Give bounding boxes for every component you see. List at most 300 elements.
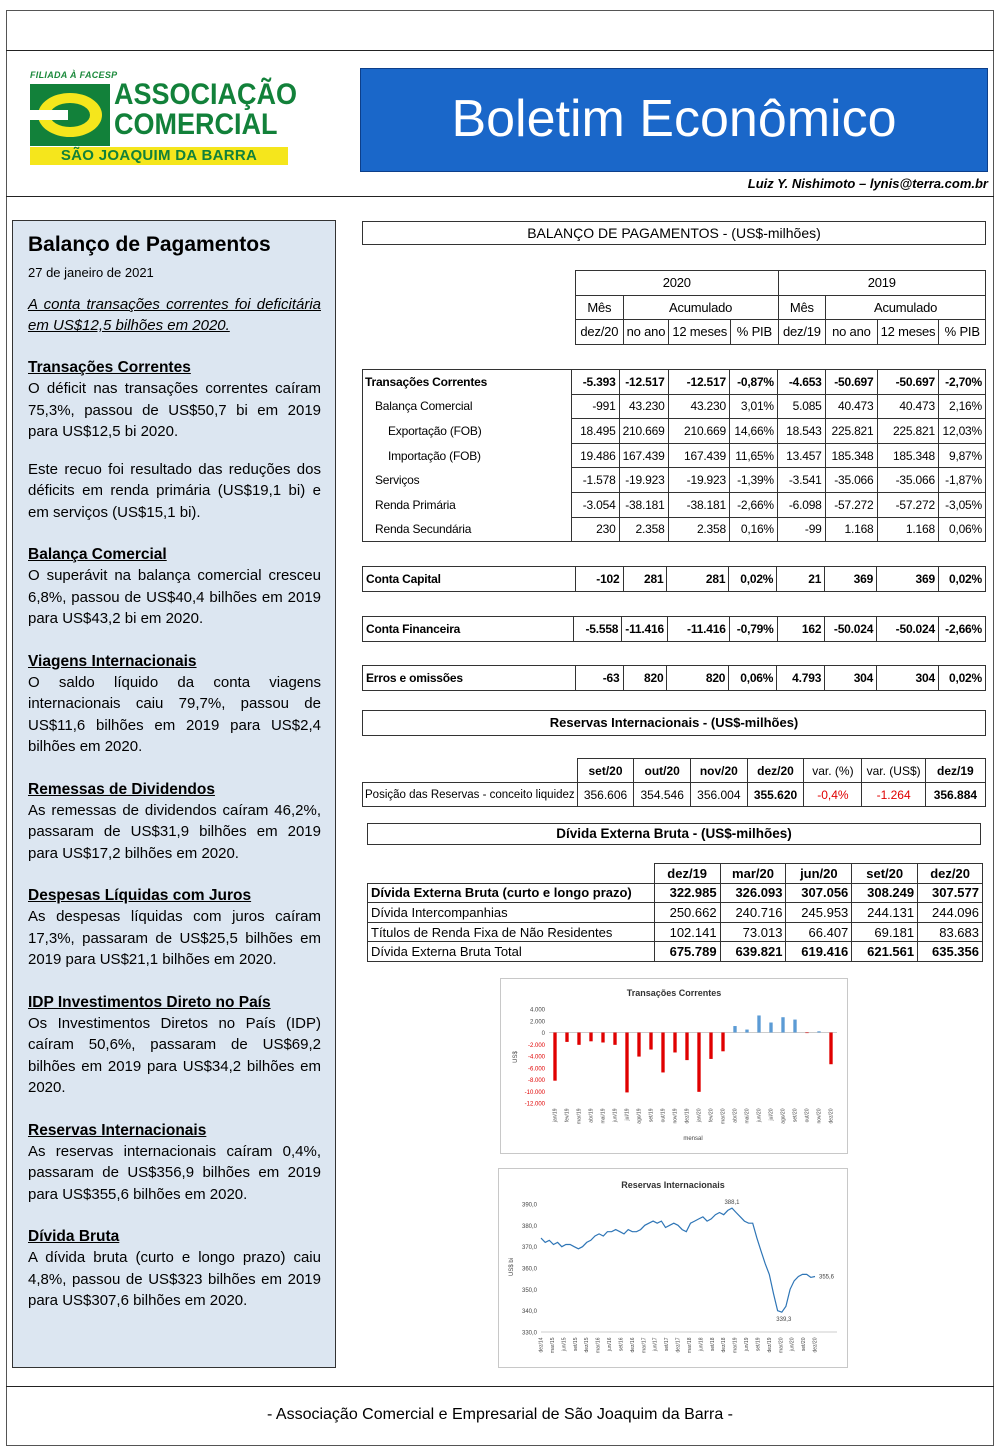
cell: 244.096 <box>918 903 983 923</box>
row-label: Renda Primária <box>375 497 456 512</box>
row-label: Dívida Intercompanhias <box>368 903 655 923</box>
col-header: jun/20 <box>786 864 852 884</box>
cell: -0,87% <box>729 370 777 395</box>
x-tick-label: set/20 <box>801 1337 808 1352</box>
cell: 322.985 <box>654 883 720 903</box>
x-tick-label: abr/20 <box>732 1108 739 1123</box>
author-line: Luiz Y. Nishimoto – lynis@terra.com.br <box>747 176 988 191</box>
cell: -0,4% <box>804 783 862 807</box>
cell: -6.098 <box>777 492 825 517</box>
col-header: set/20 <box>577 759 634 783</box>
logo-word-1: ASSOCIAÇÃO <box>114 78 298 111</box>
cell: 162 <box>777 617 825 642</box>
cell: 73.013 <box>720 922 786 942</box>
table-row <box>368 922 983 942</box>
cell: 9,87% <box>938 443 985 468</box>
cell: -4.653 <box>777 370 825 395</box>
footer-text: - Associação Comercial e Empresarial de São Joaquim da Barra - <box>267 1406 733 1423</box>
col-header: dez/19 <box>925 759 985 783</box>
y-tick-label: 340,0 <box>521 1309 537 1316</box>
chart-title: Transações Correntes <box>626 988 722 998</box>
cell: 225.821 <box>877 419 938 444</box>
cell: -11.416 <box>622 617 668 642</box>
cell: 304 <box>877 666 939 691</box>
x-tick-label: mai/20 <box>744 1108 751 1124</box>
cell: 102.141 <box>654 922 720 942</box>
header-rule <box>6 196 994 197</box>
cell: 167.439 <box>668 443 729 468</box>
chart-reservas-svg <box>499 1169 847 1367</box>
summary-lead: A conta transações correntes foi deficitária em US$12,5 bilhões em 2020. <box>28 296 321 334</box>
divida-table <box>367 863 983 962</box>
cell: 5.085 <box>777 394 825 419</box>
table-row <box>368 942 983 962</box>
x-tick-label: out/19 <box>660 1108 667 1123</box>
cell: 21 <box>777 567 825 592</box>
cell: -57.272 <box>877 492 938 517</box>
bp-year-b: 2019 <box>778 271 985 296</box>
bp-col: dez/20 <box>576 320 624 345</box>
x-tick-label: jun/15 <box>561 1337 568 1352</box>
x-tick-label: dez/14 <box>538 1337 545 1353</box>
col-header: nov/20 <box>691 759 748 783</box>
cell: -3,05% <box>938 492 985 517</box>
cell: 820 <box>667 666 729 691</box>
cell: 12,03% <box>938 419 985 444</box>
cell: 244.131 <box>852 903 918 923</box>
x-tick-label: set/17 <box>664 1337 671 1352</box>
cell: -35.066 <box>877 468 938 493</box>
y-axis-label: US$ <box>513 1051 519 1063</box>
y-tick-label: 360,0 <box>521 1266 537 1273</box>
cell: 167.439 <box>619 443 668 468</box>
col-header: var. (%) <box>804 759 862 783</box>
y-tick-label: 380,0 <box>521 1223 537 1230</box>
x-tick-label: set/18 <box>709 1337 716 1352</box>
cell: 0,16% <box>729 517 777 542</box>
cell: 356.884 <box>925 783 985 807</box>
cell: 40.473 <box>877 394 938 419</box>
bp-erros-table <box>362 665 986 691</box>
cell: 14,66% <box>729 419 777 444</box>
table-row <box>363 617 986 642</box>
x-tick-label: mar/17 <box>641 1337 648 1354</box>
table-row <box>363 783 986 807</box>
cell: -12.517 <box>668 370 729 395</box>
section-paragraph: O superávit na balança comercial cresceu 6,8%, passou de US$40,4 bilhões em 2019 para US$43,2 bi em 2020. <box>28 567 321 627</box>
cell: 281 <box>623 567 667 592</box>
cell: 820 <box>623 666 667 691</box>
bp-year-a: 2020 <box>576 271 779 296</box>
x-tick-label: dez/18 <box>721 1337 728 1353</box>
cell: 1.168 <box>877 517 938 542</box>
x-tick-label: jul/19 <box>624 1108 631 1121</box>
cell: 225.821 <box>825 419 877 444</box>
y-tick-label: -4.000 <box>527 1054 545 1061</box>
data-label: 339,3 <box>776 1317 792 1324</box>
section-heading: Reservas Internacionais <box>28 1121 207 1139</box>
bar <box>553 1033 556 1081</box>
section-heading: Viagens Internacionais <box>28 652 197 670</box>
table-row <box>368 864 983 884</box>
bar <box>757 1015 760 1032</box>
section-paragraph: As reservas internacionais caíram 0,4%, passaram de US$356,9 bilhões em 2019 para US$355,6 bilhões em 2020. <box>28 1142 321 1203</box>
x-tick-label: dez/17 <box>675 1337 682 1353</box>
cell: 326.093 <box>720 883 786 903</box>
cell: 2.358 <box>619 517 668 542</box>
bar <box>565 1033 568 1042</box>
x-tick-label: jun/18 <box>698 1337 705 1352</box>
cell: 355.620 <box>747 783 804 807</box>
x-tick-label: dez/16 <box>629 1337 636 1353</box>
table-row <box>368 883 983 903</box>
cell: -1.264 <box>862 783 925 807</box>
y-tick-label: 370,0 <box>521 1245 537 1252</box>
row-label: Importação (FOB) <box>388 448 481 463</box>
cell: -50.024 <box>825 617 877 642</box>
cell: 0,02% <box>729 567 777 592</box>
x-axis-label: mensal <box>683 1136 703 1142</box>
reservas-table <box>362 758 986 807</box>
cell: 0,06% <box>729 666 777 691</box>
cell: -1,87% <box>938 468 985 493</box>
bp-financeira-table <box>362 616 986 642</box>
section-paragraph: As remessas de dividendos caíram 46,2%, passaram de US$31,9 bilhões em 2019 para US$17,2 bilhões em 2020. <box>28 801 321 862</box>
x-tick-label: jun/19 <box>612 1108 619 1123</box>
x-tick-label: set/16 <box>618 1337 625 1352</box>
cell: -38.181 <box>668 492 729 517</box>
x-tick-label: mai/19 <box>600 1108 607 1124</box>
cell: 307.577 <box>918 883 983 903</box>
cell: -19.923 <box>619 468 668 493</box>
cell: 635.356 <box>918 942 983 962</box>
cell: -19.923 <box>668 468 729 493</box>
row-label: Serviços <box>375 473 420 488</box>
cell: 308.249 <box>852 883 918 903</box>
bp-col: no ano <box>623 320 669 345</box>
x-tick-label: dez/15 <box>584 1337 591 1353</box>
logo-word-2: COMERCIAL <box>114 108 278 141</box>
table-row <box>363 666 986 691</box>
cell: 356.004 <box>691 783 748 807</box>
bar <box>685 1033 688 1061</box>
y-tick-label: 350,0 <box>521 1287 537 1294</box>
section-heading: Dívida Bruta <box>28 1228 120 1245</box>
logo-band: SÃO JOAQUIM DA BARRA <box>30 147 288 165</box>
cell: 185.348 <box>825 443 877 468</box>
x-tick-label: fev/19 <box>564 1108 571 1123</box>
row-label: Dívida Externa Bruta Total <box>368 942 655 962</box>
col-header: set/20 <box>852 864 918 884</box>
cell: 66.407 <box>786 922 852 942</box>
section-heading: Transações Correntes <box>28 359 191 376</box>
section-paragraph: Este recuo foi resultado das reduções dos déficits em renda primária (US$19,1 bi) e em serviços (US$15,1 bi). <box>28 460 321 521</box>
cell: 369 <box>825 567 877 592</box>
bp-col: no ano <box>826 320 877 345</box>
cell: 354.546 <box>634 783 691 807</box>
cell: -38.181 <box>619 492 668 517</box>
cell: 639.821 <box>720 942 786 962</box>
chart-reservas <box>498 1168 848 1368</box>
cell: 3,01% <box>729 394 777 419</box>
bp-h-mes: Mês <box>576 295 624 320</box>
bp-h-acum: Acumulado <box>623 295 778 320</box>
row-label: Exportação (FOB) <box>388 423 482 438</box>
row-label: Renda Secundária <box>375 522 472 537</box>
table-row <box>362 517 986 542</box>
col-header: out/20 <box>634 759 691 783</box>
x-tick-label: dez/20 <box>812 1337 819 1353</box>
cell: 18.543 <box>777 419 825 444</box>
row-label: Conta Capital <box>366 571 441 586</box>
bar <box>745 1030 748 1033</box>
cell: 240.716 <box>720 903 786 923</box>
cell: 19.486 <box>571 443 619 468</box>
reservas-title: Reservas Internacionais - (US$-milhões) <box>362 710 986 736</box>
x-tick-label: fev/20 <box>708 1108 715 1123</box>
bp-col: % PIB <box>731 320 778 345</box>
table-row <box>362 492 986 517</box>
cell: 43.230 <box>619 394 668 419</box>
x-tick-label: set/19 <box>755 1337 762 1352</box>
cell: 4.793 <box>777 666 825 691</box>
y-tick-label: 4.000 <box>529 1007 545 1014</box>
bp-capital-table <box>362 566 986 592</box>
y-tick-label: -6.000 <box>527 1066 545 1073</box>
cell: 0,02% <box>938 666 985 691</box>
cell: 18.495 <box>571 419 619 444</box>
association-logo <box>28 68 298 168</box>
row-label: Títulos de Renda Fixa de Não Residentes <box>368 922 655 942</box>
cell: -50.697 <box>825 370 877 395</box>
x-tick-label: dez/20 <box>828 1108 835 1124</box>
section-heading: Despesas Líquidas com Juros <box>28 887 252 904</box>
cell: 0,02% <box>938 567 985 592</box>
y-tick-label: -12.000 <box>524 1101 545 1108</box>
bar <box>709 1033 712 1059</box>
bp-h-mes: Mês <box>778 295 826 320</box>
x-tick-label: jun/16 <box>607 1337 613 1352</box>
cell: -2,66% <box>938 617 985 642</box>
x-tick-label: jun/20 <box>789 1337 796 1352</box>
cell: -102 <box>575 567 623 592</box>
cell: 1.168 <box>825 517 877 542</box>
table-row <box>362 394 986 419</box>
bar <box>817 1031 820 1032</box>
bp-header-table <box>575 270 986 345</box>
cell: -1,39% <box>729 468 777 493</box>
chart-transacoes-svg <box>501 979 847 1153</box>
chart-transacoes <box>500 978 848 1154</box>
cell: -99 <box>777 517 825 542</box>
col-header: var. (US$) <box>862 759 925 783</box>
x-tick-label: jun/20 <box>756 1108 763 1123</box>
x-tick-label: nov/19 <box>672 1108 679 1124</box>
cell: 11,65% <box>729 443 777 468</box>
cell: 0,06% <box>938 517 985 542</box>
cell: -11.416 <box>667 617 729 642</box>
row-label: Transações Correntes <box>365 374 488 389</box>
cell: -57.272 <box>825 492 877 517</box>
bar <box>577 1033 580 1045</box>
x-tick-label: jan/20 <box>696 1108 703 1123</box>
bp-col: dez/19 <box>778 320 826 345</box>
x-tick-label: mar/19 <box>732 1337 739 1354</box>
x-tick-label: jun/17 <box>652 1337 659 1352</box>
bar <box>673 1033 676 1053</box>
table-row <box>362 443 986 468</box>
cell: 40.473 <box>825 394 877 419</box>
table-row <box>368 903 983 923</box>
bar <box>829 1033 832 1065</box>
banner-title: Boletim Econômico <box>360 68 988 172</box>
bar <box>781 1017 784 1032</box>
data-label: 388,1 <box>724 1200 740 1207</box>
cell: 621.561 <box>852 942 918 962</box>
cell: 43.230 <box>668 394 729 419</box>
summary-title: Balanço de Pagamentos <box>28 233 271 256</box>
logo-tagline: FILIADA À FACESP <box>30 70 118 80</box>
cell: -50.697 <box>877 370 938 395</box>
cell: -3.541 <box>777 468 825 493</box>
bar <box>589 1033 592 1042</box>
cell: 69.181 <box>852 922 918 942</box>
cell: -2,70% <box>938 370 985 395</box>
x-tick-label: ago/19 <box>636 1108 643 1124</box>
y-tick-label: -2.000 <box>527 1042 545 1049</box>
y-tick-label: -8.000 <box>527 1078 545 1084</box>
cell: 281 <box>667 567 729 592</box>
y-tick-label: 0 <box>541 1031 545 1037</box>
cell: 245.953 <box>786 903 852 923</box>
bp-col: 12 meses <box>669 320 731 345</box>
table-row <box>363 759 986 783</box>
cell: -35.066 <box>825 468 877 493</box>
cell: -991 <box>571 394 619 419</box>
cell: 369 <box>877 567 939 592</box>
x-tick-label: set/19 <box>648 1108 655 1123</box>
y-tick-label: -10.000 <box>524 1089 545 1096</box>
summary-date: 27 de janeiro de 2021 <box>28 265 154 280</box>
cell: 2,16% <box>938 394 985 419</box>
section-heading: Remessas de Dividendos <box>28 780 215 798</box>
series-line <box>541 1208 815 1312</box>
cell: 356.606 <box>577 783 634 807</box>
x-tick-label: mar/20 <box>778 1337 785 1354</box>
row-label: Balança Comercial <box>375 399 473 414</box>
bp-col: 12 meses <box>877 320 939 345</box>
section-paragraph: As despesas líquidas com juros caíram 17,3%, passaram de US$25,5 bilhões em 2019 para US$21,1 bilhões em 2020. <box>28 908 321 968</box>
bar <box>805 1033 808 1034</box>
cell: -2,66% <box>729 492 777 517</box>
bar <box>649 1033 652 1050</box>
table-row <box>362 419 986 444</box>
cell: -3.054 <box>571 492 619 517</box>
section-heading: Balança Comercial <box>28 546 167 563</box>
section-heading: IDP Investimentos Direto no País <box>28 993 271 1011</box>
col-header: mar/20 <box>720 864 786 884</box>
bar <box>721 1033 724 1052</box>
table-row <box>363 567 986 592</box>
x-tick-label: mar/15 <box>549 1337 556 1354</box>
cell: 304 <box>825 666 877 691</box>
logo-emblem-icon <box>28 82 112 148</box>
cell: 185.348 <box>877 443 938 468</box>
cell: 83.683 <box>918 922 983 942</box>
bp-col: % PIB <box>939 320 986 345</box>
bar <box>661 1033 664 1073</box>
bp-h-acum: Acumulado <box>826 295 986 320</box>
cell: -1.578 <box>571 468 619 493</box>
cell: 210.669 <box>668 419 729 444</box>
bar <box>625 1033 628 1093</box>
y-tick-label: 330,0 <box>521 1330 537 1337</box>
x-tick-label: mar/18 <box>686 1337 693 1354</box>
bar <box>601 1033 604 1043</box>
cell: 2.358 <box>668 517 729 542</box>
col-header: dez/20 <box>747 759 804 783</box>
x-tick-label: jan/19 <box>552 1108 559 1123</box>
x-tick-label: mar/16 <box>595 1337 602 1354</box>
cell: 250.662 <box>654 903 720 923</box>
cell: -50.024 <box>877 617 939 642</box>
cell: 675.789 <box>654 942 720 962</box>
row-label: Dívida Externa Bruta (curto e longo prazo) <box>368 883 655 903</box>
x-tick-label: jun/19 <box>744 1337 750 1352</box>
x-tick-label: set/20 <box>792 1108 799 1123</box>
x-tick-label: nov/20 <box>816 1108 823 1124</box>
cell: -63 <box>575 666 623 691</box>
x-tick-label: mar/19 <box>576 1108 583 1125</box>
x-tick-label: dez/19 <box>684 1108 691 1124</box>
chart-title: Reservas Internacionais <box>621 1180 725 1190</box>
cell: 307.056 <box>786 883 852 903</box>
table-row <box>362 370 986 395</box>
bp-title: BALANÇO DE PAGAMENTOS - (US$-milhões) <box>362 221 986 245</box>
bar <box>613 1033 616 1045</box>
summary-panel <box>12 220 336 1368</box>
data-label: 355,6 <box>819 1274 835 1281</box>
table-row <box>362 468 986 493</box>
x-tick-label: set/15 <box>572 1337 579 1352</box>
footer-rule <box>6 1386 994 1387</box>
section-paragraph: Os Investimentos Diretos no País (IDP) caíram 50,6%, passaram de US$69,2 bilhões em 2019 para US$34,2 bilhões em 2020. <box>28 1014 321 1096</box>
row-label: Erros e omissões <box>366 670 463 685</box>
y-tick-label: 390,0 <box>521 1202 537 1209</box>
bar <box>793 1020 796 1033</box>
x-tick-label: ago/20 <box>780 1108 787 1124</box>
section-paragraph: O saldo líquido da conta viagens internacionais caiu 79,7%, passou de US$11,6 bilhões em 2019 para US$2,4 bilhões em 2020. <box>28 673 321 755</box>
cell: -5.393 <box>571 370 619 395</box>
x-tick-label: dez/19 <box>766 1337 773 1353</box>
section-paragraph: A dívida bruta (curto e longo prazo) caiu 4,8%, passou de US$323 bilhões em 2019 para US$307,6 bilhões em 2020. <box>28 1249 321 1309</box>
divida-title: Dívida Externa Bruta - (US$-milhões) <box>367 823 981 845</box>
x-tick-label: jul/20 <box>768 1108 775 1121</box>
y-tick-label: 2.000 <box>529 1019 545 1026</box>
cell: 13.457 <box>777 443 825 468</box>
bar <box>637 1033 640 1057</box>
cell: 210.669 <box>619 419 668 444</box>
bp-main-table <box>362 369 986 542</box>
section-paragraph: O déficit nas transações correntes caíram 75,3%, passou de US$50,7 bi em 2019 para US$12,5 bi 2020. <box>28 380 321 440</box>
col-header: dez/20 <box>918 864 983 884</box>
row-label: Conta Financeira <box>366 621 461 636</box>
bar <box>769 1023 772 1033</box>
cell: 619.416 <box>786 942 852 962</box>
col-header: dez/19 <box>654 864 720 884</box>
y-axis-label: US$ bi <box>509 1257 515 1277</box>
cell: -0,79% <box>729 617 777 642</box>
